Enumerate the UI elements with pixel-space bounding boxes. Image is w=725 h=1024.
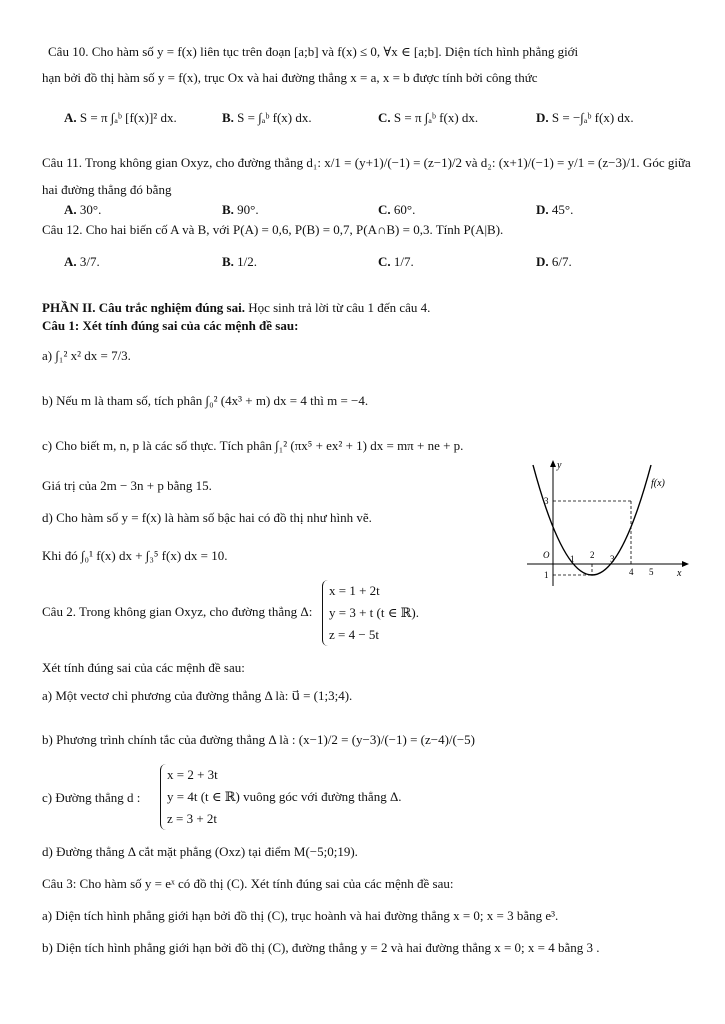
c2-d-system-y: y = 4t (t ∈ ℝ) vuông góc với đường thẳng Δ. [167,789,402,804]
y-axis-label: y [557,460,562,471]
origin-label: O [543,550,550,560]
c1-statement-c-value: Giá trị của 2m − 3n + p bằng 15. [42,478,212,493]
q11-stem-line2: hai đường thẳng đó bằng [42,182,172,197]
c2-statement-a: a) Một vectơ chỉ phương của đường thẳng Δ là: u⃗ = (1;3;4). [42,688,353,703]
c3-statement-a: a) Diện tích hình phẳng giới hạn bởi đồ thị (C), trục hoành và hai đường thẳng x = 0; x = 3 bằng e³. [42,908,559,923]
c1-stem: Câu 1: Xét tính đúng sai của các mệnh đề sau: [42,318,299,333]
q11-option-a: A. 30°. [64,202,102,217]
c3-statement-b: b) Diện tích hình phẳng giới hạn bởi đồ thị (C), đường thẳng y = 2 và hai đường thẳng x = 0; x = 4 bằng 3 . [42,940,600,955]
c2-system-x: x = 1 + 2t [329,583,380,598]
q11-stem-line1: Câu 11. Trong không gian Oxyz, cho đường thẳng d₁: x/1 = (y+1)/(−1) = (z−1)/2 và d₂: (x+1)/(−1) = y/1 = (z−3)/1. Góc giữa [42,155,691,170]
c2-system-z: z = 4 − 5t [329,627,380,642]
c3-stem: Câu 3: Cho hàm số y = eˣ có đồ thị (C). Xét tính đúng sai của các mệnh đề sau: [42,876,454,891]
y-axis-arrow [550,460,556,467]
c2-d-system-z: z = 3 + 2t [167,811,218,826]
q10-option-c: C. S = π ∫ₐᵇ f(x) dx. [378,110,479,125]
q11-option-c: C. 60°. [378,202,416,217]
q12-option-b: B. 1/2. [222,254,258,269]
x-axis-arrow [682,561,689,567]
q12-option-c: C. 1/7. [378,254,414,269]
part2-instruction: Học sinh trả lời từ câu 1 đến câu 4. [248,300,431,315]
c1-statement-c: c) Cho biết m, n, p là các số thực. Tích phân ∫₁² (πx⁵ + ex² + 1) dx = mπ + ne + p. [42,438,464,453]
c2-statement-d: d) Đường thẳng Δ cắt mặt phẳng (Oxz) tại điểm M(−5;0;19). [42,844,358,859]
c2-system [322,580,419,646]
c2-d-system-x: x = 2 + 3t [167,767,218,782]
x-tick-2: 2 [590,550,595,560]
q12-option-a: A. 3/7. [64,254,100,269]
q10-stem-line1: Câu 10. Cho hàm số y = f(x) liên tục trên đoạn [a;b] và f(x) ≤ 0, ∀x ∈ [a;b]. Diện tích hình phẳng giới [48,44,579,59]
y-tick-1: 1 [544,570,549,580]
c1-statement-d: d) Cho hàm số y = f(x) là hàm số bậc hai có đồ thị như hình vẽ. [42,510,372,525]
q10-option-d: D. S = −∫ₐᵇ f(x) dx. [536,110,634,125]
q12-option-d: D. 6/7. [536,254,572,269]
x-tick-5: 5 [649,567,654,577]
q11-option-d: D. 45°. [536,202,574,217]
q10-option-b: B. S = ∫ₐᵇ f(x) dx. [222,110,312,125]
c1-statement-a: a) ∫₁² x² dx = 7/3. [42,348,131,363]
q12-stem: Câu 12. Cho hai biến cố A và B, với P(A) = 0,6, P(B) = 0,7, P(A∩B) = 0,3. Tính P(A|B). [42,222,504,237]
q10-stem-line2: hạn bởi đồ thị hàm số y = f(x), trục Ox và hai đường thẳng x = a, x = b được tính bởi công thức [42,70,538,85]
c2-line-d-system [160,764,402,830]
part2-title: PHẦN II. Câu trắc nghiệm đúng sai. [42,300,245,315]
c2-statement-b: b) Phương trình chính tắc của đường thẳng Δ là : (x−1)/2 = (y−3)/(−1) = (z−4)/(−5) [42,732,476,747]
c2-statement-c: c) Đường thẳng d : [42,790,141,805]
x-axis-label: x [677,568,682,579]
c2-system-y: y = 3 + t (t ∈ ℝ). [329,605,419,620]
parabola-graph [525,458,690,588]
q11-option-b: B. 90°. [222,202,259,217]
part2-heading [42,300,430,316]
x-tick-3: 3 [610,554,615,564]
curve-label: f(x) [651,478,665,489]
x-tick-1: 1 [570,554,575,564]
y-tick-3: 3 [544,496,549,506]
x-tick-4: 4 [629,567,634,577]
q10-option-a: A. S = π ∫ₐᵇ [f(x)]² dx. [64,110,177,125]
c1-statement-d-integral: Khi đó ∫₀¹ f(x) dx + ∫₃⁵ f(x) dx = 10. [42,548,228,563]
c1-statement-b: b) Nếu m là tham số, tích phân ∫₀² (4x³ + m) dx = 4 thì m = −4. [42,393,369,408]
c2-intro: Xét tính đúng sai của các mệnh đề sau: [42,660,245,675]
c2-stem: Câu 2. Trong không gian Oxyz, cho đường thẳng Δ: [42,604,313,619]
